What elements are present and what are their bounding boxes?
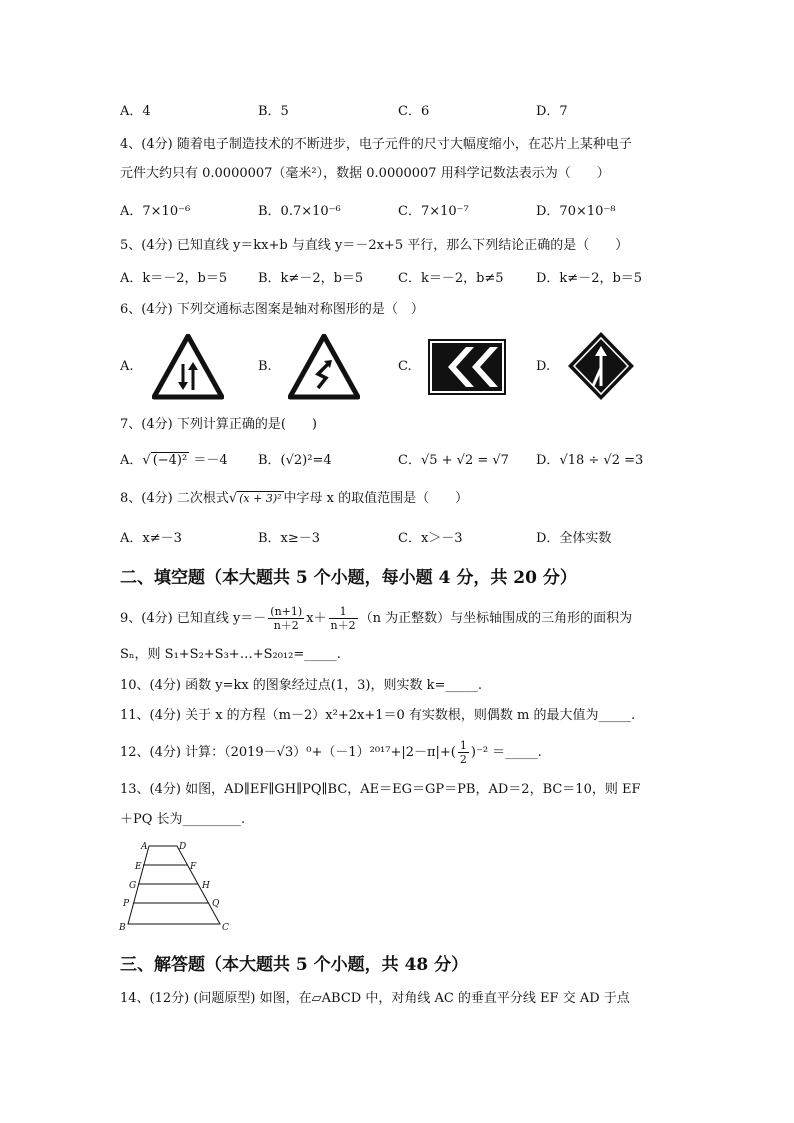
q5-stem: 5、(4分) 已知直线 y＝kx+b 与直线 y＝－2x+5 平行，那么下列结论正确的是（ ） [120,238,629,253]
q8-stem [120,490,468,508]
section-2-heading: 二、填空题（本大题共 5 个小题，每小题 4 分，共 20 分） [120,568,577,588]
q3-option-d: D．7 [536,104,568,119]
q9-fraction-2-denominator: n＋2 [330,619,356,632]
q4-stem-line1: 4、(4分) 随着电子制造技术的不断进步，电子元件的尺寸大幅度缩小，在芯片上某种电子 [120,137,632,152]
q7-option-a-result: ＝－4 [189,453,228,468]
q5-option-b: B．k≠－2，b＝5 [258,271,364,286]
q3-option-a: A．4 [120,104,151,119]
q7-option-d [536,452,643,470]
q4-option-a: A．7×10⁻⁶ [120,204,191,219]
section-3-heading: 三、解答题（本大题共 5 个小题，共 48 分） [120,955,469,975]
q7-option-c-label: C． [398,453,421,468]
q13-stem-line2: ＋PQ 长为_________. [120,812,246,827]
q7-option-c-expression: √5 + √2 = √7 [420,453,509,468]
q8-option-c: C．x＞－3 [398,531,463,546]
q8-radicand: (x + 3)² [239,492,282,505]
q12-fraction-numerator: 1 [459,739,467,752]
q9-fraction-1-denominator: n＋2 [273,619,299,632]
q10-stem: 10、(4分) 函数 y=kx 的图象经过点(1，3)，则实数 k=_____. [120,678,483,693]
q7-option-d-label: D． [536,453,560,468]
q7-option-b: B．(√2)²=4 [258,453,332,468]
q12-stem [120,738,542,768]
q7-option-c [398,452,509,470]
q9-fraction-1-numerator: (n+1) [270,605,303,618]
q9-fraction-2 [329,605,358,632]
q6-option-a: A. [120,359,134,374]
q3-option-c: C．6 [398,104,430,119]
q5-option-c: C．k＝－2，b≠5 [398,271,504,286]
q13-stem-line1: 13、(4分) 如图，AD∥EF∥GH∥PQ∥BC，AE＝EG＝GP＝PB，AD＝2，BC＝10，则 EF [120,782,641,797]
q8-option-a: A．x≠－3 [120,531,182,546]
merge-sign-icon [566,330,636,402]
q7-stem: 7、(4分) 下列计算正确的是( ) [120,417,317,432]
q13-label-c: C [222,923,229,933]
q7-option-a [120,452,228,470]
q13-label-q: Q [212,899,220,909]
q8-option-d: D．全体实数 [536,531,612,546]
q11-stem: 11、(4分) 关于 x 的方程（m－2）x²+2x+1＝0 有实数根，则偶数 m 的最大值为_____. [120,708,636,723]
q6-option-b: B. [258,359,272,374]
q9-middle: x＋ [306,611,327,626]
q12-prefix: 12、(4分) 计算：（2019－√3）⁰+（－1）²⁰¹⁷+|2－π|+( [120,745,456,760]
q7-option-a-label: A． [120,453,143,468]
q6-stem: 6、(4分) 下列交通标志图案是轴对称图形的是（ ） [120,302,424,317]
q4-stem-line2: 元件大约只有 0.0000007（毫米²），数据 0.0000007 用科学记数法表示为（ ） [120,166,610,181]
q14-stem: 14、(12分) (问题原型) 如图，在▱ABCD 中，对角线 AC 的垂直平分线 EF 交 AD 于点 [120,991,630,1006]
q9-prefix: 9、(4分) 已知直线 y＝－ [120,611,267,626]
q13-label-g: G [129,881,137,891]
q4-option-b: B．0.7×10⁻⁶ [258,204,341,219]
q12-fraction-denominator: 2 [459,753,467,766]
sqrt-sign-icon: √ [142,453,151,468]
q12-suffix: )⁻² ＝_____. [470,745,542,760]
chevron-sign-icon [428,339,506,395]
two-way-traffic-sign-icon [152,334,224,400]
q13-label-f: F [190,862,197,872]
q8-option-b: B．x≥－3 [258,531,321,546]
q13-trapezoid-figure [118,838,236,934]
q9-fraction-1 [268,605,304,632]
q8-stem-suffix: 中字母 x 的取值范围是（ ） [283,491,469,506]
q13-label-e: E [135,862,142,872]
q12-fraction [458,739,469,766]
q7-option-a-radicand: (−4)² [152,453,188,468]
q9-stem-line1 [120,604,632,634]
q13-label-b: B [119,923,126,933]
winding-road-sign-icon [288,334,360,400]
q6-option-d: D. [536,359,551,374]
q13-label-a: A [141,842,148,852]
q8-stem-prefix: 8、(4分) 二次根式 [120,491,229,506]
q13-label-d: D [179,842,187,852]
q9-stem-line2: Sₙ，则 S₁+S₂+S₃+…+S₂₀₁₂=_____. [120,647,341,662]
q13-label-h: H [202,881,210,891]
q4-option-d: D．70×10⁻⁸ [536,204,616,219]
q6-option-c: C. [398,359,412,374]
q3-option-b: B．5 [258,104,289,119]
q9-fraction-2-numerator: 1 [329,605,358,619]
q9-suffix: （n 为正整数）与坐标轴围成的三角形的面积为 [359,611,633,626]
sqrt-sign-icon: √ [228,491,238,506]
q4-option-c: C．7×10⁻⁷ [398,204,469,219]
q13-label-p: P [123,899,130,909]
q5-option-d: D．k≠－2，b＝5 [536,271,643,286]
q5-option-a: A．k＝－2，b＝5 [120,271,228,286]
q7-option-d-expression: √18 ÷ √2 =3 [559,453,644,468]
